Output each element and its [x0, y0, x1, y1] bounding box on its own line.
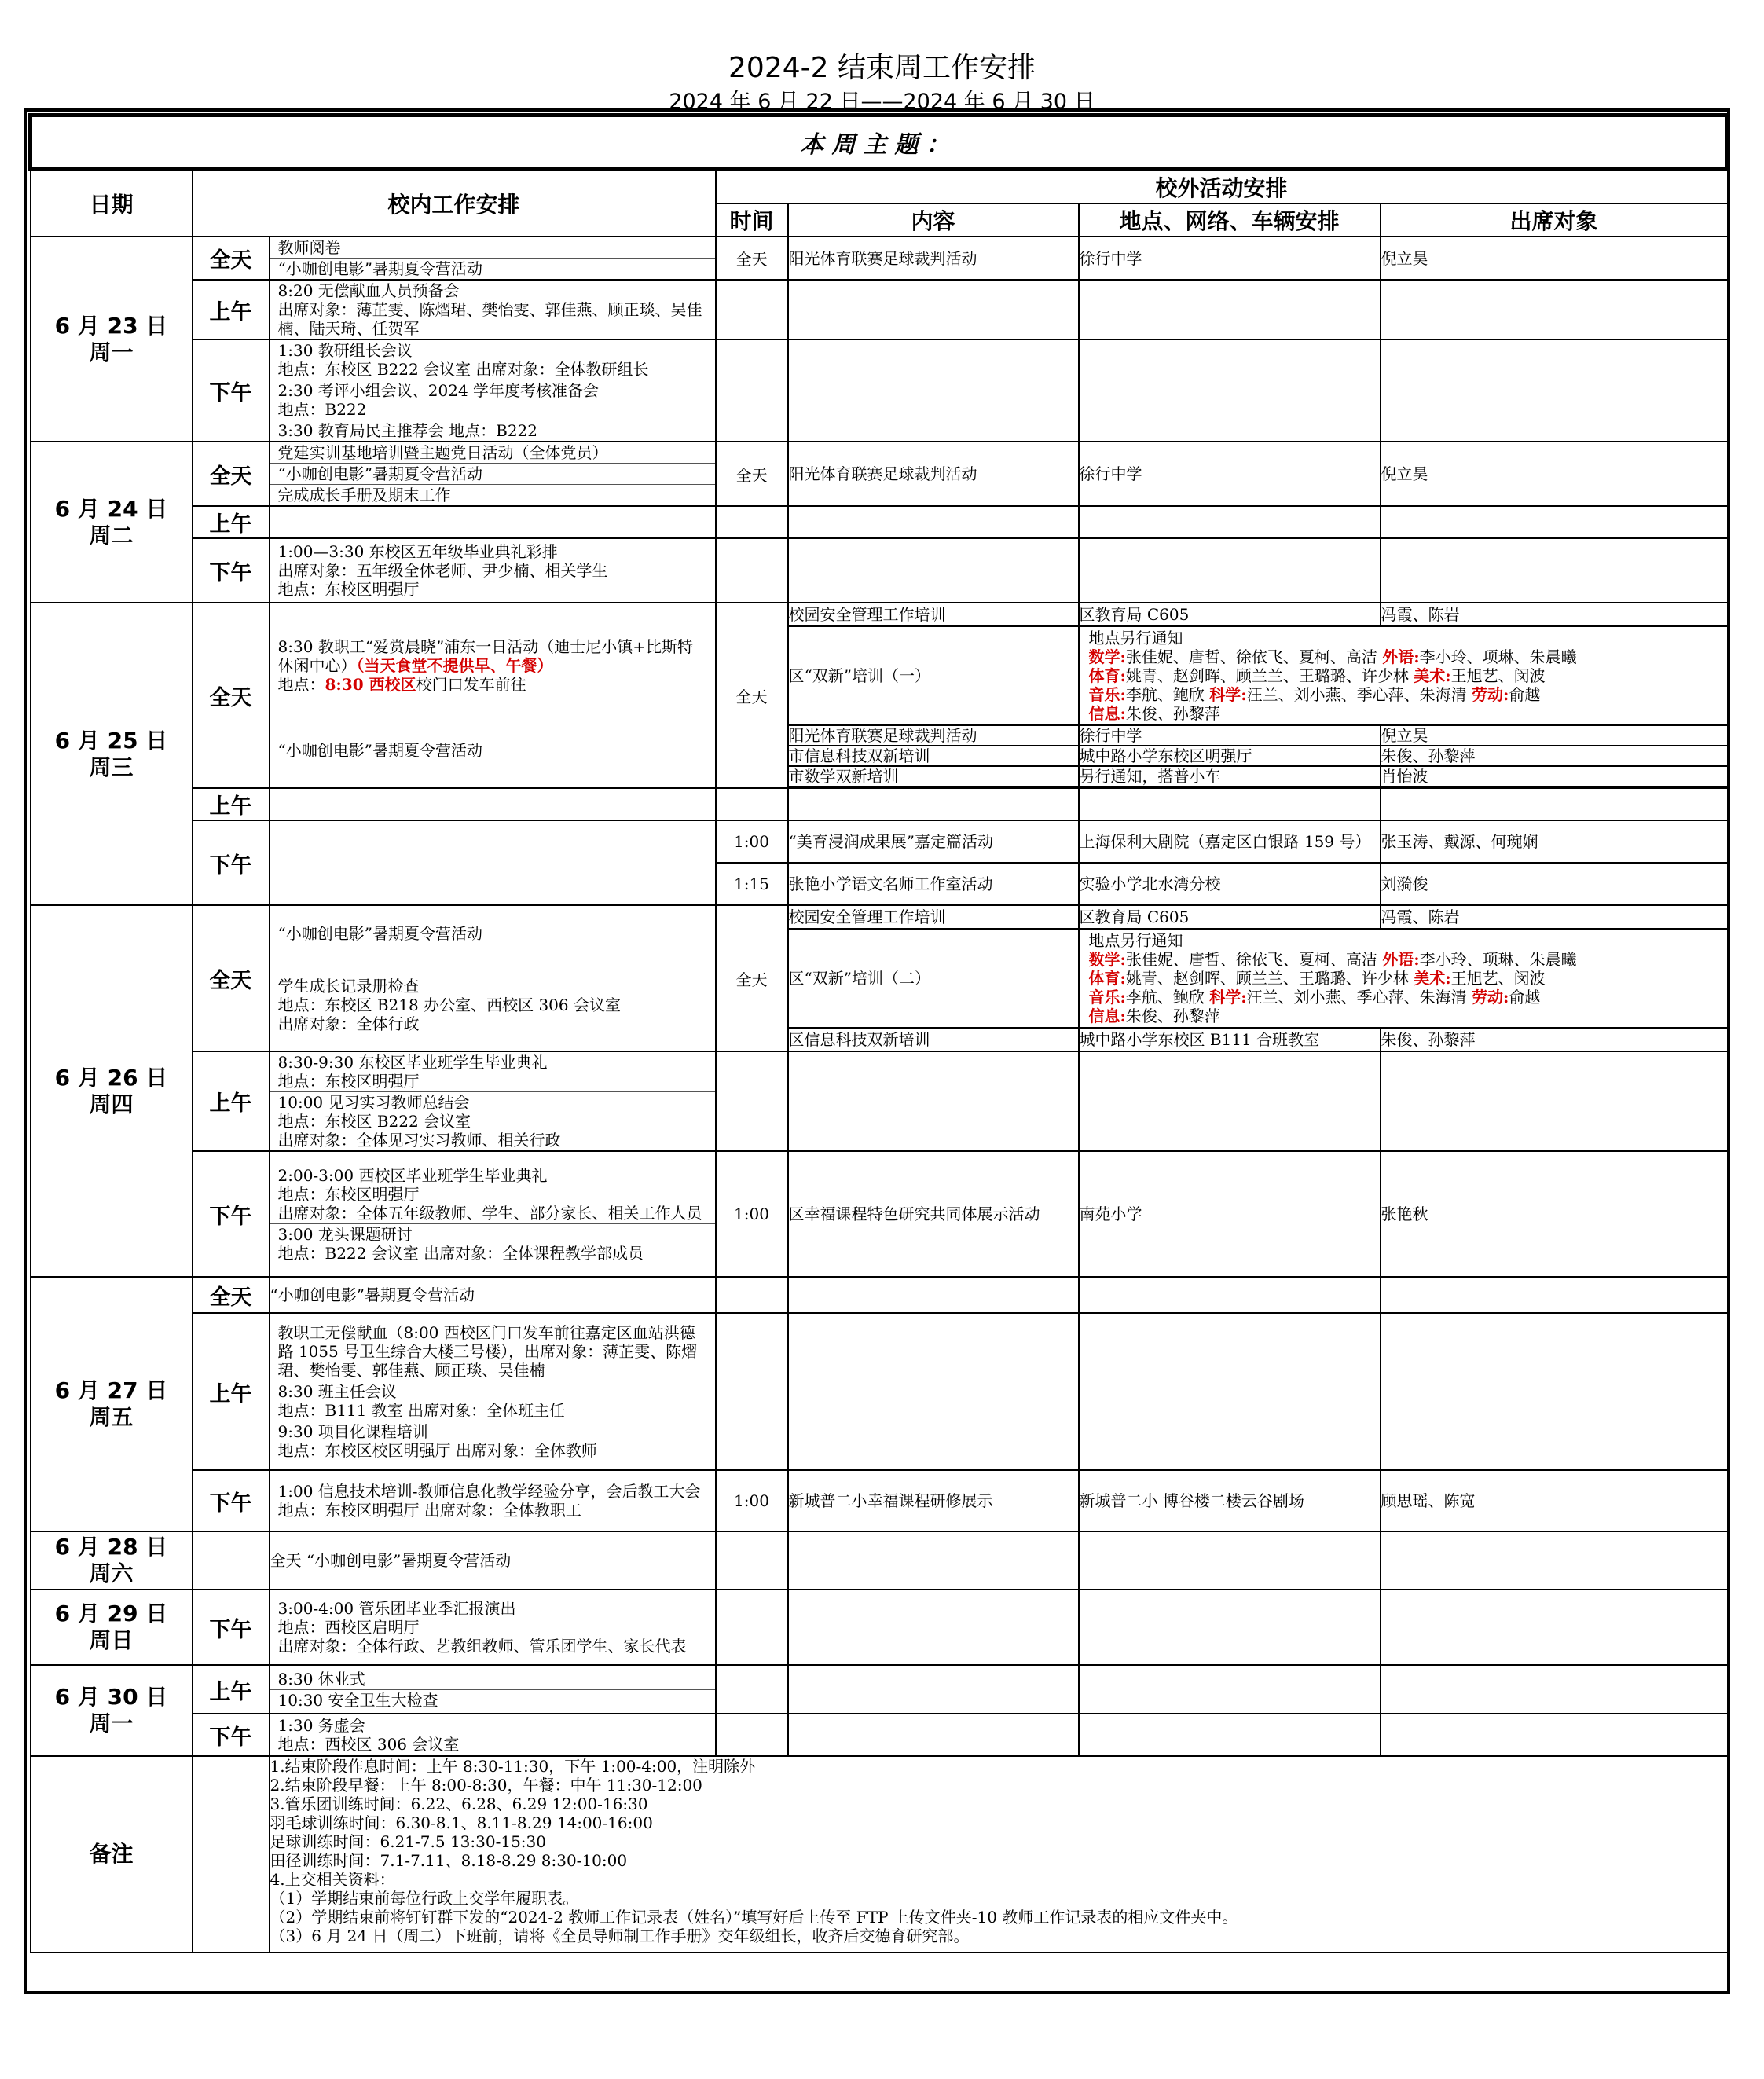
day-date: 6 月 26 日 周四: [31, 905, 193, 1277]
ext-content: “美育浸润成果展”嘉定篇活动: [788, 820, 1079, 863]
ext-shuangxin-detail: 地点另行通知 数学:张佳妮、唐哲、徐依飞、夏柯、高洁 外语:李小玲、项琳、朱晨曦 体育:姚青、赵剑晖、顾兰兰、王璐璐、许少林 美术:王旭艺、闵波 音乐:李航、鲍欣 科学:汪兰、刘小燕、季心萍、朱海清 劳动:俞越 信息:朱俊、孙黎萍: [1079, 929, 1728, 1028]
internal-cell: 1:00—3:30 东校区五年级毕业典礼彩排 出席对象：五年级全体老师、尹少楠、相关学生 地点：东校区明强厅: [270, 538, 716, 603]
ext-attendee: 顾思瑶、陈宽: [1381, 1470, 1728, 1531]
internal-cell: 全天 “小咖创电影”暑期夏令营活动: [270, 1531, 716, 1590]
ext-time: 1:00: [716, 1151, 788, 1277]
col-external-header: 校外活动安排: [716, 170, 1728, 204]
ext-place: 徐行中学: [1079, 725, 1381, 746]
ext-content: 区“双新”培训（二）: [788, 929, 1079, 1028]
ext-place: 城中路小学东校区明强厅: [1079, 746, 1381, 766]
weekly-theme: 本周主题：: [31, 116, 1728, 170]
col-internal-header: 校内工作安排: [193, 170, 716, 237]
period-am: 上午: [193, 280, 270, 339]
ext-content: 区“双新”培训（一）: [788, 626, 1079, 725]
ext-attendee: 刘漪俊: [1381, 863, 1728, 905]
internal-cell: 教师阅卷 “小咖创电影”暑期夏令营活动: [270, 236, 716, 280]
period-allday: 全天: [193, 603, 270, 788]
internal-cell: 8:20 无偿献血人员预备会 出席对象：薄芷雯、陈熠珺、樊怡雯、郭佳燕、顾正琰、吴佳楠、陆天琦、任贺军: [270, 280, 716, 339]
period-am: 上午: [193, 1665, 270, 1714]
ext-content: 阳光体育联赛足球裁判活动: [788, 236, 1079, 280]
ext-content: 张艳小学语文名师工作室活动: [788, 863, 1079, 905]
ext-time: 全天: [716, 442, 788, 506]
day-date: 6 月 27 日 周五: [31, 1277, 193, 1531]
schedule-table: [28, 113, 1729, 1953]
internal-cell: 1:30 教研组长会议 地点：东校区 B222 会议室 出席对象：全体教研组长 2:30 考评小组会议、2024 学年度考核准备会 地点：B222 3:30 教育局民主推荐会 地点：B222: [270, 339, 716, 442]
day-date: 6 月 24 日 周二: [31, 442, 193, 603]
col-attendee-header: 出席对象: [1381, 204, 1728, 236]
period-pm: 下午: [193, 538, 270, 603]
col-content-header: 内容: [788, 204, 1079, 236]
period-pm: 下午: [193, 1714, 270, 1756]
ext-attendee: 倪立昊: [1381, 442, 1728, 506]
ext-place: 新城普二小 博谷楼二楼云谷剧场: [1079, 1470, 1381, 1531]
internal-cell: 教职工无偿献血（8:00 西校区门口发车前往嘉定区血站洪德路 1055 号卫生综合大楼三号楼），出席对象：薄芷雯、陈熠珺、樊怡雯、郭佳燕、顾正琰、吴佳楠 8:30 班主任会议 地点：B111 教室 出席对象：全体班主任 9:30 项目化课程培训 地点：东校区校区明强厅 出席对象：全体教师: [270, 1313, 716, 1470]
period-pm: 下午: [193, 1470, 270, 1531]
ext-place: 南苑小学: [1079, 1151, 1381, 1277]
col-date-header: 日期: [31, 170, 193, 237]
internal-cell: “小咖创电影”暑期夏令营活动 学生成长记录册检查 地点：东校区 B218 办公室、西校区 306 会议室 出席对象：全体行政: [270, 905, 716, 1051]
page-title: 2024-2 结束周工作安排: [728, 52, 1036, 84]
ext-content: 校园安全管理工作培训: [788, 603, 1079, 626]
internal-cell: 3:00-4:00 管乐团毕业季汇报演出 地点：西校区启明厅 出席对象：全体行政、艺教组教师、管乐团学生、家长代表: [270, 1590, 716, 1665]
notes-label: 备注: [31, 1756, 193, 1952]
col-place-header: 地点、网络、车辆安排: [1079, 204, 1381, 236]
period-pm: 下午: [193, 1590, 270, 1665]
internal-cell: 8:30 休业式 10:30 安全卫生大检查: [270, 1665, 716, 1714]
ext-time: 1:15: [716, 863, 788, 905]
ext-place: 徐行中学: [1079, 442, 1381, 506]
ext-place: 城中路小学东校区 B111 合班教室: [1079, 1028, 1381, 1051]
period-allday: 全天: [193, 442, 270, 506]
period-am: 上午: [193, 1051, 270, 1151]
col-time-header: 时间: [716, 204, 788, 236]
ext-content: 市数学双新培训: [788, 766, 1079, 786]
period-allday: 全天: [193, 905, 270, 1051]
ext-place: 上海保利大剧院（嘉定区白银路 159 号）: [1079, 820, 1381, 863]
ext-attendee: 肖怡波: [1381, 766, 1728, 786]
ext-attendee: 倪立昊: [1381, 236, 1728, 280]
ext-content: 校园安全管理工作培训: [788, 905, 1079, 929]
ext-attendee: 倪立昊: [1381, 725, 1728, 746]
ext-attendee: 张玉涛、戴源、何琬娴: [1381, 820, 1728, 863]
ext-place: 徐行中学: [1079, 236, 1381, 280]
ext-time: 全天: [716, 905, 788, 1051]
internal-cell: 党建实训基地培训暨主题党日活动（全体党员） “小咖创电影”暑期夏令营活动 完成成长手册及期末工作: [270, 442, 716, 506]
ext-time: 全天: [716, 236, 788, 280]
ext-attendee: 张艳秋: [1381, 1151, 1728, 1277]
ext-content: 阳光体育联赛足球裁判活动: [788, 725, 1079, 746]
day-date: 6 月 30 日 周一: [31, 1665, 193, 1756]
period-allday: 全天: [193, 1277, 270, 1313]
day-date: 6 月 25 日 周三: [31, 603, 193, 905]
period-am: 上午: [193, 506, 270, 538]
ext-time: 1:00: [716, 820, 788, 863]
ext-place: 实验小学北水湾分校: [1079, 863, 1381, 905]
day-date: 6 月 23 日 周一: [31, 236, 193, 442]
period-pm: 下午: [193, 1151, 270, 1277]
period-pm: 下午: [193, 820, 270, 905]
day-date: 6 月 29 日 周日: [31, 1590, 193, 1665]
ext-shuangxin-detail: 地点另行通知 数学:张佳妮、唐哲、徐依飞、夏柯、高洁 外语:李小玲、项琳、朱晨曦 体育:姚青、赵剑晖、顾兰兰、王璐璐、许少林 美术:王旭艺、闵波 音乐:李航、鲍欣 科学:汪兰、刘小燕、季心萍、朱海清 劳动:俞越 信息:朱俊、孙黎萍: [1079, 626, 1728, 725]
internal-cell: 8:30 教职工“爱赏晨晓”浦东一日活动（迪士尼小镇+比斯特休闲中心）（当天食堂不提供早、午餐） 地点：8:30 西校区校门口发车前往 “小咖创电影”暑期夏令营活动: [270, 603, 716, 788]
ext-attendee: 冯霞、陈岩: [1381, 603, 1728, 626]
period-allday: 全天: [193, 236, 270, 280]
internal-cell: 8:30-9:30 东校区毕业班学生毕业典礼 地点：东校区明强厅 10:00 见习实习教师总结会 地点：东校区 B222 会议室 出席对象：全体见习实习教师、相关行政: [270, 1051, 716, 1151]
ext-time: 全天: [716, 603, 788, 788]
ext-content: 区幸福课程特色研究共同体展示活动: [788, 1151, 1079, 1277]
ext-place: 另行通知，搭普小车: [1079, 766, 1381, 786]
ext-content: 市信息科技双新培训: [788, 746, 1079, 766]
ext-time: 1:00: [716, 1470, 788, 1531]
ext-attendee: 冯霞、陈岩: [1381, 905, 1728, 929]
ext-content: 新城普二小幸福课程研修展示: [788, 1470, 1079, 1531]
ext-attendee: 朱俊、孙黎萍: [1381, 746, 1728, 766]
ext-place: 区教育局 C605: [1079, 603, 1381, 626]
ext-content: 阳光体育联赛足球裁判活动: [788, 442, 1079, 506]
ext-attendee: 朱俊、孙黎萍: [1381, 1028, 1728, 1051]
internal-cell: 1:30 务虚会 地点：西校区 306 会议室: [270, 1714, 716, 1756]
internal-cell: “小咖创电影”暑期夏令营活动: [270, 1277, 716, 1313]
period-am: 上午: [193, 788, 270, 820]
internal-cell: 1:00 信息技术培训-教师信息化教学经验分享，会后教工大会 地点：东校区明强厅 出席对象：全体教职工: [270, 1470, 716, 1531]
internal-cell: 2:00-3:00 西校区毕业班学生毕业典礼 地点：东校区明强厅 出席对象：全体五年级教师、学生、部分家长、相关工作人员 3:00 龙头课题研讨 地点：B222 会议室 出席对象：全体课程教学部成员: [270, 1151, 716, 1277]
ext-content: 区信息科技双新培训: [788, 1028, 1079, 1051]
period-am: 上午: [193, 1313, 270, 1470]
period-pm: 下午: [193, 339, 270, 442]
day-date: 6 月 28 日 周六: [31, 1531, 193, 1590]
notes-content: 1.结束阶段作息时间：上午 8:30-11:30，下午 1:00-4:00，注明除外 2.结束阶段早餐：上午 8:00-8:30，午餐：中午 11:30-12:00 3.管乐团训练时间：6.22、6.28、6.29 12:00-16:30 羽毛球训练时间：6.30-8.1、8.11-8.29 14:00-16:00 足球训练时间：6.21-7.5 13:30-15:30 田径训练时间：7.1-7.11、8.18-8.29 8:30-10:00 4.上交相关资料： （1）学期结束前每位行政上交学年履职表。 （2）学期结束前将钉钉群下发的“2024-2 教师工作记录表（姓名）”填写好后上传至 FTP 上传文件夹-10 教师工作记录表的相应文件夹中。 （3）6 月 24 日（周二）下班前，请将《全员导师制工作手册》交年级组长，收齐后交德育研究部。: [270, 1756, 1728, 1952]
ext-place: 区教育局 C605: [1079, 905, 1381, 929]
date-range: 2024 年 6 月 22 日——2024 年 6 月 30 日: [669, 90, 1095, 114]
